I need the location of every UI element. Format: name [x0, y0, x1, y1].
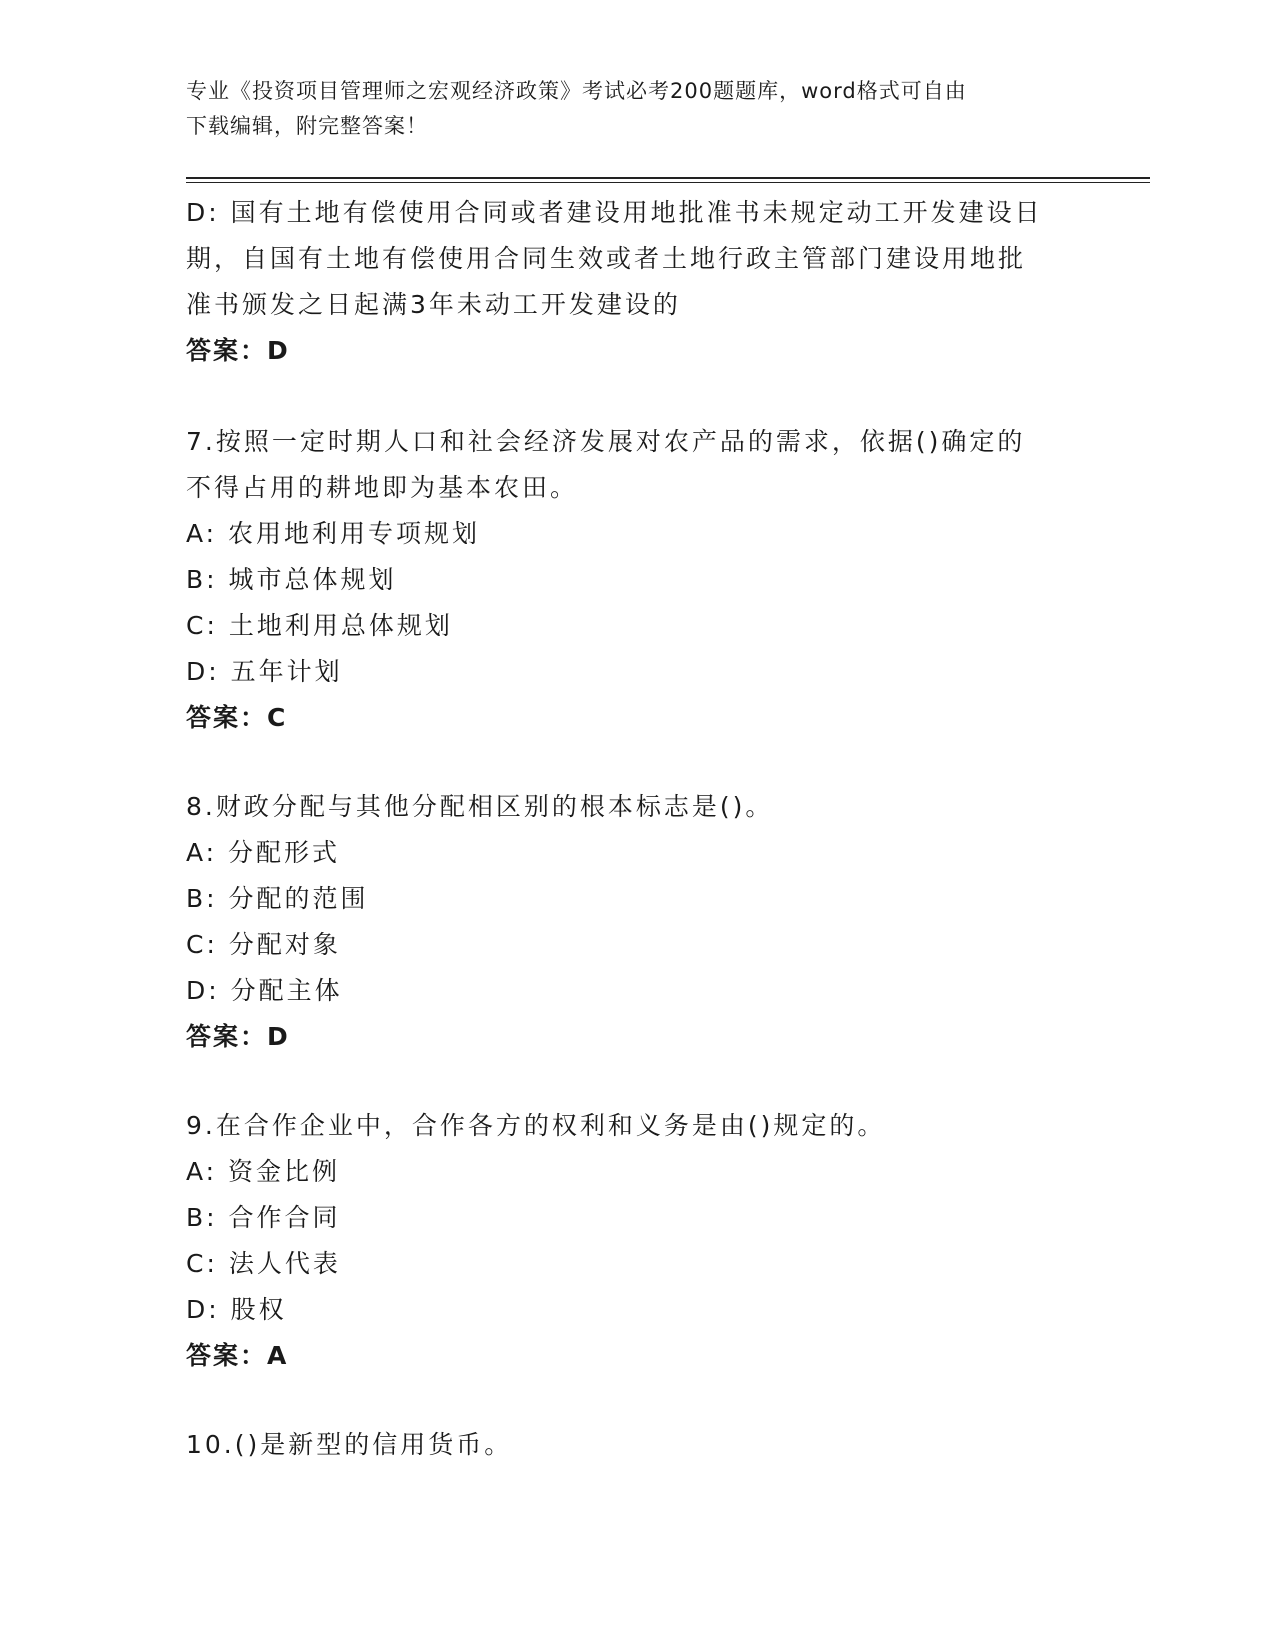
question-8 — [186, 784, 1106, 1060]
option-d: D: 股权 — [186, 1295, 287, 1324]
option-c: C: 法人代表 — [186, 1249, 341, 1278]
option-c: C: 土地利用总体规划 — [186, 611, 453, 640]
question-stem: 不得占用的耕地即为基本农田。 — [186, 473, 579, 502]
option-d: D: 五年计划 — [186, 657, 343, 686]
option-a: A: 资金比例 — [186, 1157, 341, 1186]
header-line-2: 下载编辑，附完整答案！ — [186, 114, 428, 138]
question-10 — [186, 1422, 1106, 1468]
answer-line: 答案：C — [186, 703, 288, 732]
option-d-line: D: 国有土地有偿使用合同或者建设用地批准书未规定动工开发建设日 — [186, 198, 1043, 227]
header-line-1: 专业《投资项目管理师之宏观经济政策》考试必考200题题库，word格式可自由 — [186, 79, 967, 103]
question-9 — [186, 1103, 1106, 1379]
option-d-line: 准书颁发之日起满3年未动工开发建设的 — [186, 290, 681, 319]
option-a: A: 分配形式 — [186, 838, 341, 867]
option-d-line: 期，自国有土地有偿使用合同生效或者土地行政主管部门建设用地批 — [186, 244, 1027, 273]
option-b: B: 合作合同 — [186, 1203, 341, 1232]
option-b: B: 城市总体规划 — [186, 565, 397, 594]
header-divider-thick — [186, 177, 1150, 179]
question-stem: 7.按照一定时期人口和社会经济发展对农产品的需求，依据()确定的 — [186, 427, 1026, 456]
question-6-continued — [186, 190, 1106, 374]
document-header — [186, 74, 1086, 144]
header-divider-thin — [186, 182, 1150, 183]
document-body — [186, 190, 1106, 1468]
question-stem: 8.财政分配与其他分配相区别的根本标志是()。 — [186, 792, 774, 821]
answer-line: 答案：D — [186, 336, 290, 365]
option-d: D: 分配主体 — [186, 976, 343, 1005]
question-7 — [186, 419, 1106, 741]
answer-line: 答案：D — [186, 1022, 290, 1051]
option-a: A: 农用地利用专项规划 — [186, 519, 481, 548]
question-stem: 10.()是新型的信用货币。 — [186, 1430, 513, 1459]
question-stem: 9.在合作企业中，合作各方的权利和义务是由()规定的。 — [186, 1111, 886, 1140]
option-c: C: 分配对象 — [186, 930, 341, 959]
answer-line: 答案：A — [186, 1341, 289, 1370]
option-b: B: 分配的范围 — [186, 884, 369, 913]
